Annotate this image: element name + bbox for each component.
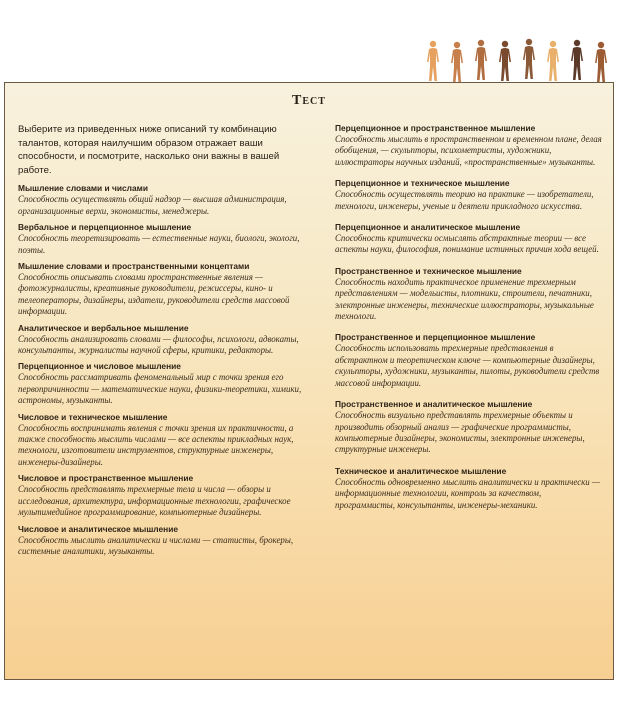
section-description: Способность визуально представлять трехмерные объекты и производить обзорный анализ — графические программисты, компьютерные дизайнеры, экономисты, электронные инженеры, структурные инженеры.	[335, 410, 585, 455]
section-description: Способность одновременно мыслить аналитически и практически — информационные технологии, контроль за качеством, программисты, консультанты, инженеры-механики.	[335, 476, 600, 510]
section-description: Способность рассматривать феноменальный мир с точки зрения его первопричинности — математические науки, физики-теоретики, химики, астрономы, музыканты.	[18, 372, 302, 406]
section-description: Способность мыслить аналитически и числами — статисты, брокеры, системные аналитики, музыканты.	[18, 534, 294, 556]
section-title: Перцепционное и аналитическое мышление	[335, 222, 521, 233]
section-title: Числовое и пространственное мышление	[18, 473, 194, 484]
section-description: Способность использовать трехмерные представления в абстрактном и теоретическом ключе — компьютерные дизайнеры, скульпторы, художники, музыканты, пилоты, руководители средств массовой информации.	[335, 343, 600, 388]
section-title: Числовое и аналитическое мышление	[18, 523, 179, 534]
left-column	[18, 123, 306, 562]
section	[335, 178, 603, 212]
section-description: Способность воспринимать явления с точки зрения их практичности, а также способность мыслить числами — все аспекты прикладных наук, технологи, изготовители инструментов, структурные инженеры, инженеры-дизайнеры.	[18, 422, 294, 467]
people-silhouettes-icon	[424, 38, 616, 82]
test-panel	[4, 82, 614, 680]
section-title: Числовое и техническое мышление	[18, 411, 168, 422]
figures-svg	[424, 38, 616, 82]
section	[335, 266, 603, 323]
section	[335, 466, 603, 511]
section	[18, 261, 306, 318]
section-title: Пространственное и техническое мышление	[335, 265, 522, 276]
section	[18, 361, 306, 406]
section-title: Мышление словами и числами	[18, 183, 148, 194]
right-column	[335, 123, 603, 521]
section-title: Пространственное и перцепционное мышление	[335, 332, 536, 343]
section-title: Перцепционное и числовое мышление	[18, 361, 181, 372]
section-title: Мышление словами и пространственными концептами	[18, 261, 250, 271]
section-title: Вербальное и перцепционное мышление	[18, 222, 192, 233]
section-title: Перцепционное и техническое мышление	[335, 178, 510, 189]
section-description: Способность описывать словами пространственные явления — фотожурналисты, креативные руководители, режиссеры, кино- и телеоператоры, дизайнеры, издатели, руководители средств массовой информации.	[18, 272, 290, 317]
section	[18, 222, 306, 256]
section-description: Способность анализировать словами — философы, психологи, адвокаты, консультанты, журналисты научной сферы, критики, редакторы.	[18, 333, 299, 356]
section-title: Техническое и аналитическое мышление	[335, 465, 507, 476]
section	[18, 183, 306, 217]
section	[18, 524, 306, 558]
section	[18, 473, 306, 518]
section	[335, 123, 603, 168]
section-title: Аналитическое и вербальное мышление	[18, 322, 189, 333]
intro-text: Выберите из приведенных ниже описаний ту комбинацию талантов, которая наилучшим образом отражает ваши способности, и посмотрите, насколько они важны в вашей работе.	[18, 124, 280, 176]
section-description: Способность представлять трехмерные тела и числа — обзоры и исследования, архитектура, информационные технологии, графическое мультимедийное программирование, компьютерные дизайнеры.	[18, 484, 291, 518]
section	[18, 323, 306, 357]
section-description: Способность теоретизировать — естественные науки, биологи, экологи, поэты.	[18, 233, 300, 255]
page-title: Тест	[292, 93, 326, 108]
section-title: Пространственное и аналитическое мышление	[335, 399, 533, 410]
section	[335, 399, 603, 456]
section-description: Способность осуществлять общий надзор — высшая администрация, организационные верхи, экономисты, менеджеры.	[18, 194, 287, 216]
section-description: Способность мыслить в пространственном и временном плане, делая обобщения, — скульпторы, психометристы, художники, иллюстраторы научных изданий, «пространственные» музыканты.	[335, 134, 602, 167]
section-title: Перцепционное и пространственное мышление	[335, 123, 536, 133]
section	[335, 332, 603, 389]
section	[18, 412, 306, 469]
section-description: Способность находить практическое применение трехмерным представлениям — модельисты, плотники, строители, печатники, электронные инженеры, технические иллюстраторы, музыкальные технологи.	[335, 276, 594, 322]
section	[335, 222, 603, 256]
section-description: Способность осуществлять теорию на практике — изобретатели, технологи, инженеры, ученые и деятели прикладного искусства.	[335, 189, 594, 211]
section-description: Способность критически осмыслять абстрактные теории — все аспекты науки, философия, понимание истинных причин хода вещей.	[335, 233, 599, 255]
